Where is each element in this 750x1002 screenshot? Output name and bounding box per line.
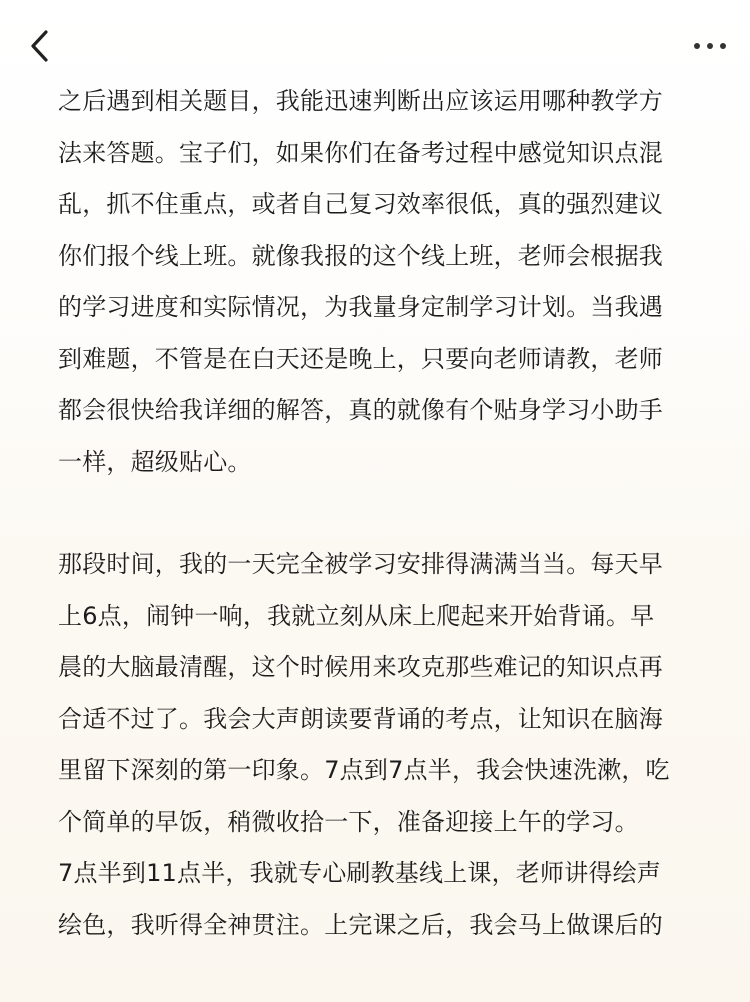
paragraph-line: 个简单的早饭，稍微收拾一下，准备迎接上午的学习。	[58, 807, 639, 836]
paragraph-spacer	[58, 488, 698, 539]
more-options-button[interactable]	[690, 36, 730, 56]
article-paragraph	[58, 539, 698, 951]
paragraph-line: 晨的大脑最清醒，这个时候用来攻克那些难记的知识点再	[58, 653, 663, 681]
paragraph-line: 到难题，不管是在白天还是晚上，只要向老师请教，老师	[58, 344, 663, 373]
paragraph-line: 合适不过了。我会大声朗读要背诵的考点，让知识在脑海	[58, 704, 663, 733]
paragraph-line: 里留下深刻的第一印象。7点到7点半，我会快速洗漱，吃	[58, 756, 670, 784]
paragraph-line: 上6点，闹钟一响，我就立刻从床上爬起来开始背诵。早	[58, 601, 655, 630]
paragraph-line: 都会很快给我详细的解答，真的就像有个贴身学习小助手	[58, 396, 663, 424]
paragraph-line: 那段时间，我的一天完全被学习安排得满满当当。每天早	[58, 550, 663, 578]
paragraph-line: 乱，抓不住重点，或者自己复习效率很低，真的强烈建议	[58, 190, 663, 218]
paragraph-line: 绘色，我听得全神贯注。上完课之后，我会马上做课后的	[58, 910, 663, 939]
article-body	[58, 76, 698, 951]
paragraph-line: 一样，超级贴心。	[58, 447, 252, 476]
chevron-left-icon	[22, 26, 58, 66]
paragraph-line: 的学习进度和实际情况，为我量身定制学习计划。当我遇	[58, 293, 663, 321]
paragraph-line: 之后遇到相关题目，我能迅速判断出应该运用哪种教学方	[58, 87, 663, 115]
article-paragraph	[58, 76, 698, 488]
more-dots-icon	[690, 36, 730, 56]
top-bar	[0, 0, 750, 80]
paragraph-line: 你们报个线上班。就像我报的这个线上班，老师会根据我	[58, 241, 663, 270]
paragraph-line: 法来答题。宝子们，如果你们在备考过程中感觉知识点混	[58, 138, 663, 167]
paragraph-line: 7点半到11点半，我就专心刷教基线上课，老师讲得绘声	[58, 859, 662, 887]
back-button[interactable]	[22, 26, 58, 66]
